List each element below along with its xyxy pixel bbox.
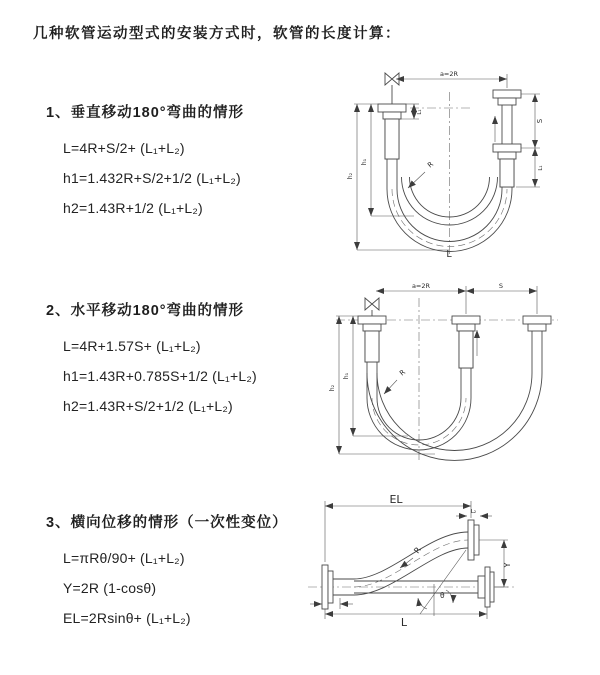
dim-label-l: L xyxy=(400,616,408,629)
diagram-lateral-displacement xyxy=(296,492,596,662)
dim-label-h2: h₂ xyxy=(329,384,336,392)
middle-pipe-assembly xyxy=(452,316,480,398)
radius-label: R xyxy=(398,368,408,378)
section-1 xyxy=(46,101,316,223)
braided-hose-section xyxy=(385,119,399,159)
radius-label: R xyxy=(426,160,436,170)
formula-h1: h1=1.43R+0.785S+1/2 (L₁+L₂) xyxy=(63,368,257,384)
formula-y: Y=2R (1-cosθ) xyxy=(63,580,157,596)
braided-hose-section xyxy=(500,159,514,187)
right-pipe-assembly xyxy=(493,90,521,189)
diagram-horizontal-180-bend xyxy=(300,278,592,464)
section-3-heading: 3、横向位移的情形（一次性变位） xyxy=(46,515,288,531)
angle-construction xyxy=(418,550,466,616)
length-label: L xyxy=(446,249,452,260)
dim-label-span: a=2R xyxy=(439,70,459,78)
formula-length: L=πRθ/90+ (L₁+L₂) xyxy=(63,550,185,566)
page-title: 几种软管运动型式的安装方式时，软管的长度计算： xyxy=(33,26,401,42)
formula-h2: h2=1.43R+S/2+1/2 (L₁+L₂) xyxy=(63,398,233,414)
section-2-heading: 2、水平移动180°弯曲的情形 xyxy=(46,303,245,319)
diagram-1-svg xyxy=(302,64,592,260)
section-2 xyxy=(46,299,316,421)
section-3 xyxy=(46,511,316,633)
formula-length: L=4R+1.57S+ (L₁+L₂) xyxy=(63,338,201,354)
diagram-2-svg xyxy=(300,278,592,464)
valve-icon xyxy=(365,298,379,310)
dim-label-s: S xyxy=(536,118,544,124)
dim-label-h2: h₂ xyxy=(347,172,354,180)
dim-label-el: EL xyxy=(389,493,403,506)
diagram-vertical-180-bend xyxy=(302,64,592,260)
dim-label-span: a=2R xyxy=(411,282,431,290)
left-pipe-assembly xyxy=(378,73,406,189)
dim-label-l1-left: L₁ xyxy=(417,109,423,115)
radius-label: R xyxy=(412,545,423,556)
formula-length: L=4R+S/2+ (L₁+L₂) xyxy=(63,140,185,156)
formula-h2: h2=1.43R+1/2 (L₁+L₂) xyxy=(63,200,203,216)
displaced-pipe-assembly xyxy=(523,316,551,373)
dim-label-l1-right: L₁ xyxy=(538,165,544,171)
left-pipe-assembly xyxy=(358,298,386,398)
diagram-3-svg xyxy=(296,492,596,662)
dim-label-y: Y xyxy=(503,562,512,568)
dimension-lines xyxy=(310,493,512,629)
braided-hose-section xyxy=(459,331,473,368)
dim-label-h1: h₁ xyxy=(361,158,368,166)
formula-el: EL=2Rsinθ+ (L₁+L₂) xyxy=(63,610,191,626)
braided-hose-section xyxy=(365,331,379,362)
dim-label-l2: L₂ xyxy=(470,509,477,515)
section-1-heading: 1、垂直移动180°弯曲的情形 xyxy=(46,105,245,121)
angle-label: θ xyxy=(440,591,445,600)
dim-label-h1: h₁ xyxy=(343,372,350,380)
dim-label-s: S xyxy=(498,282,504,290)
formula-h1: h1=1.432R+S/2+1/2 (L₁+L₂) xyxy=(63,170,241,186)
dimension-lines xyxy=(329,282,537,454)
hose-u-bend xyxy=(367,373,542,460)
